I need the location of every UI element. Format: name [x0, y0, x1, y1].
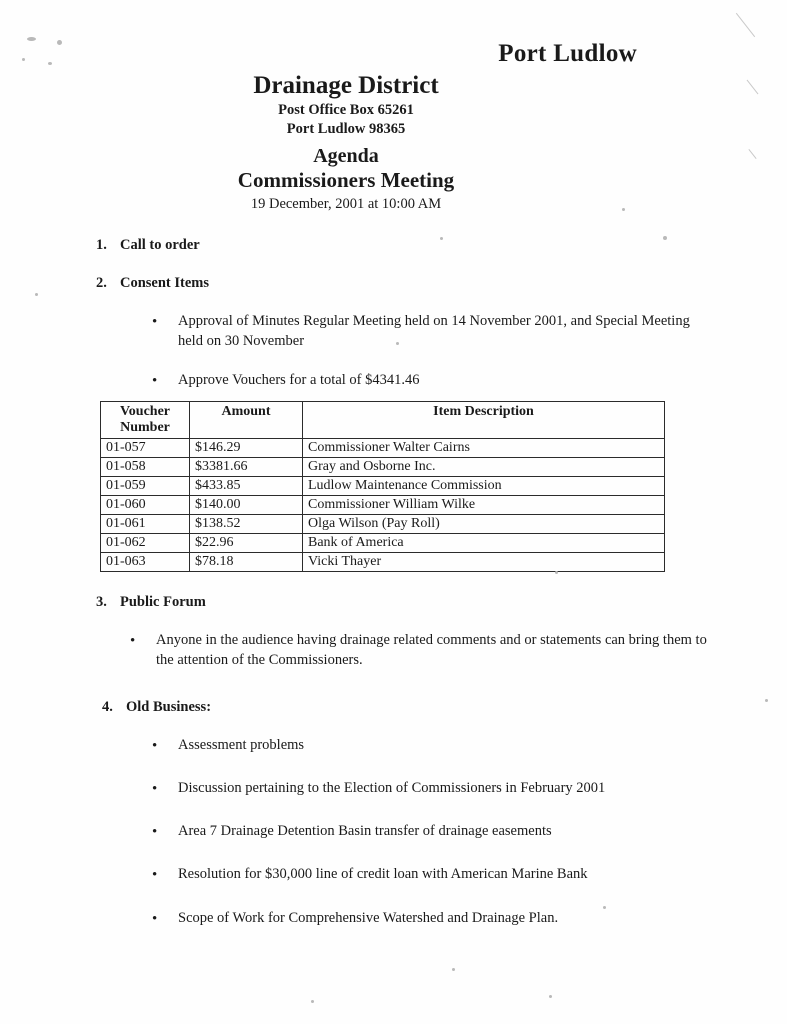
- section-number: 2.: [96, 275, 107, 292]
- cell-voucher-number: 01-063: [101, 553, 190, 572]
- scan-speck-artifact: [549, 995, 552, 998]
- organization-name-line-2: Drainage District: [253, 71, 439, 99]
- table-row: [101, 496, 665, 515]
- list-item-label: Anyone in the audience having drainage related comments and or statements can bring them to the attention of the Commissioners.: [156, 632, 707, 668]
- cell-amount: $22.96: [190, 534, 303, 553]
- table-header-row: [101, 402, 665, 439]
- list-item-label: Resolution for $30,000 line of credit loan with American Marine Bank: [178, 866, 588, 883]
- agenda-label: Agenda: [313, 144, 379, 167]
- bullet-icon: •: [152, 867, 158, 884]
- table-row: [101, 439, 665, 458]
- section-heading-call-to-order: [96, 237, 717, 254]
- section-title: Consent Items: [120, 275, 210, 292]
- column-header-voucher-number: [101, 402, 190, 439]
- bullet-icon: •: [152, 780, 158, 797]
- cell-voucher-number: 01-059: [101, 477, 190, 496]
- cell-amount: $140.00: [190, 496, 303, 515]
- section-heading-old-business: [96, 699, 717, 716]
- list-item-label: Approval of Minutes Regular Meeting held on 14 November 2001, and Special Meeting held on 30 November: [178, 313, 690, 349]
- list-item-label: Scope of Work for Comprehensive Watershed and Drainage Plan.: [178, 909, 559, 926]
- bullet-icon: •: [152, 737, 158, 754]
- cell-voucher-number: 01-057: [101, 439, 190, 458]
- cell-amount: $433.85: [190, 477, 303, 496]
- table-row: [101, 458, 665, 477]
- cell-amount: $78.18: [190, 553, 303, 572]
- list-item-label: Discussion pertaining to the Election of Commissioners in February 2001: [178, 779, 606, 796]
- column-header-voucher-bottom: Number: [120, 420, 170, 436]
- address-line-1: Post Office Box 65261: [278, 101, 414, 118]
- list-item: [152, 909, 717, 929]
- table-row: [101, 515, 665, 534]
- cell-voucher-number: 01-060: [101, 496, 190, 515]
- section-title: Public Forum: [120, 594, 206, 611]
- consent-items-bullet-list: [96, 312, 717, 391]
- cell-description: Gray and Osborne Inc.: [303, 458, 665, 477]
- meeting-title: Commissioners Meeting: [237, 167, 455, 192]
- table-row: [101, 477, 665, 496]
- section-heading-consent-items: [96, 275, 717, 292]
- list-item: [152, 865, 717, 885]
- section-number: 1.: [96, 237, 107, 254]
- cell-description: Vicki Thayer: [303, 553, 665, 572]
- cell-amount: $138.52: [190, 515, 303, 534]
- scan-speck-artifact: [311, 1000, 314, 1003]
- voucher-table: [100, 401, 665, 572]
- list-item: [152, 779, 717, 799]
- public-forum-bullet-list: [96, 631, 717, 670]
- meeting-datetime: 19 December, 2001 at 10:00 AM: [250, 196, 442, 213]
- list-item-label: Assessment problems: [178, 736, 305, 753]
- section-number: 3.: [96, 594, 107, 611]
- list-item: [152, 822, 717, 842]
- document-header: [0, 0, 787, 213]
- cell-description: Olga Wilson (Pay Roll): [303, 515, 665, 534]
- old-business-bullet-list: [96, 736, 717, 929]
- cell-voucher-number: 01-058: [101, 458, 190, 477]
- cell-voucher-number: 01-061: [101, 515, 190, 534]
- table-row: [101, 553, 665, 572]
- table-row: [101, 534, 665, 553]
- bullet-icon: •: [130, 633, 136, 650]
- bullet-icon: •: [152, 373, 158, 390]
- column-header-amount: Amount: [190, 402, 303, 439]
- document-body: [0, 237, 787, 929]
- cell-description: Bank of America: [303, 534, 665, 553]
- list-item: [152, 736, 717, 756]
- bullet-icon: •: [152, 314, 158, 331]
- list-item: [152, 312, 717, 351]
- section-number: 4.: [102, 698, 113, 715]
- column-header-voucher-top: Voucher: [119, 404, 171, 420]
- cell-amount: $3381.66: [190, 458, 303, 477]
- list-item-label: Area 7 Drainage Detention Basin transfer of drainage easements: [178, 823, 552, 840]
- voucher-table-header: [101, 402, 665, 439]
- list-item-label: Approve Vouchers for a total of $4341.46: [178, 372, 420, 389]
- section-title: Old Business:: [126, 698, 212, 715]
- section-title: Call to order: [120, 237, 200, 254]
- list-item: [152, 371, 717, 391]
- cell-amount: $146.29: [190, 439, 303, 458]
- cell-description: Commissioner Walter Cairns: [303, 439, 665, 458]
- section-heading-public-forum: [96, 594, 717, 611]
- organization-name-line-1: Port Ludlow: [498, 40, 637, 67]
- cell-description: Ludlow Maintenance Commission: [303, 477, 665, 496]
- bullet-icon: •: [152, 910, 158, 927]
- cell-description: Commissioner William Wilke: [303, 496, 665, 515]
- list-item: [130, 631, 717, 670]
- column-header-item-description: Item Description: [303, 402, 665, 439]
- scan-speck-artifact: [452, 968, 455, 971]
- voucher-table-body: [101, 439, 665, 572]
- address-line-2: Port Ludlow 98365: [286, 121, 406, 138]
- cell-voucher-number: 01-062: [101, 534, 190, 553]
- bullet-icon: •: [152, 824, 158, 841]
